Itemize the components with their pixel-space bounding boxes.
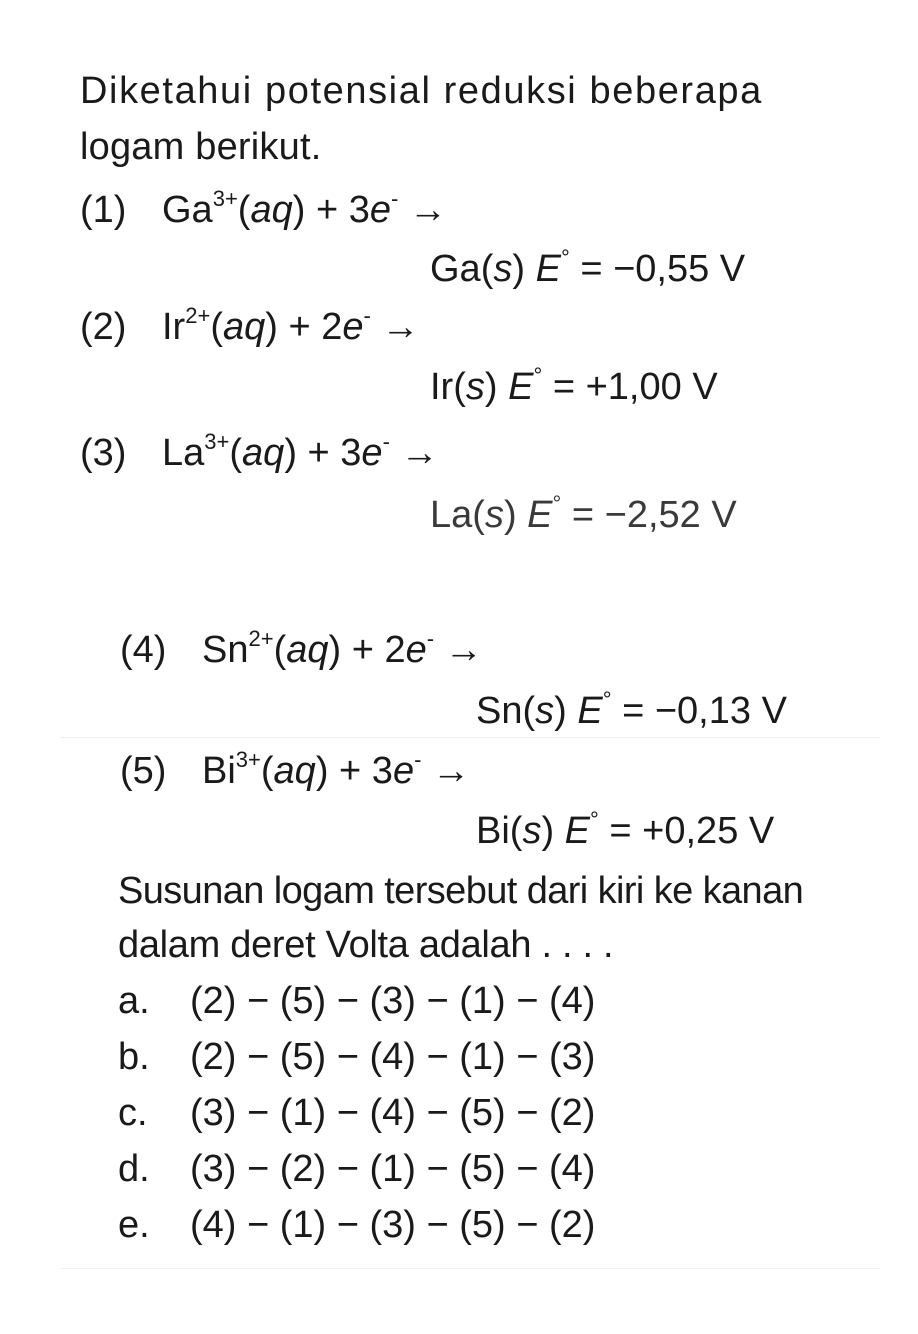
reaction-1-state: s	[493, 248, 513, 290]
reaction-5-product: Bi(s) E° = +0,25 V	[476, 807, 775, 852]
option-e-letter: e.	[118, 1204, 150, 1246]
intro-line-1: Diketahui potensial reduksi beberapa	[80, 70, 763, 112]
reaction-3-equals: =	[571, 494, 595, 536]
question-line-2: dalam deret Volta adalah . . . .	[118, 924, 614, 966]
reaction-2-electron: e	[342, 306, 364, 348]
reaction-5-electron-count: 3	[371, 750, 393, 792]
reaction-2-charge: 2+	[185, 303, 211, 328]
reaction-2-potential-symbol: E	[508, 366, 534, 408]
reaction-5-electron: e	[392, 750, 415, 792]
reaction-4-phase: aq	[286, 629, 329, 671]
reaction-1-standard-mark: °	[560, 245, 570, 270]
option-e[interactable]	[118, 1200, 595, 1250]
reaction-5-standard-mark: °	[590, 807, 599, 832]
reaction-4-electron: e	[405, 629, 427, 671]
reaction-3-value: −2,52	[604, 494, 701, 536]
option-a-letter: a.	[118, 980, 150, 1022]
reaction-1-electron: e	[369, 189, 391, 231]
reaction-1-ion: Ga	[162, 189, 213, 231]
reaction-3-charge: 3+	[204, 429, 230, 454]
reaction-1-product: Ga(s) E° = −0,55 V	[430, 245, 746, 290]
reaction-5-potential-symbol: E	[564, 810, 591, 852]
reaction-2-equals: =	[552, 366, 576, 408]
reaction-5-number: (5)	[120, 750, 167, 792]
option-a-text: (2) − (5) − (3) − (1) − (4)	[190, 980, 596, 1022]
reaction-1-metal: Ga	[430, 248, 481, 290]
reaction-2-value: +1,00	[585, 366, 682, 408]
reaction-2-unit: V	[692, 366, 718, 408]
option-d[interactable]	[118, 1144, 595, 1194]
reaction-4-electron-charge: -	[426, 626, 435, 651]
reaction-5-arrow: →	[431, 750, 470, 792]
reaction-4-equation: (4) $Sn^{2+}(aq) + 2e^-$ →	[120, 625, 483, 675]
reaction-3-potential-symbol: E	[527, 494, 553, 536]
reaction-5-electron-charge: -	[414, 747, 422, 772]
reaction-5-ion: Bi	[202, 750, 236, 792]
reaction-1-electron-charge: -	[390, 186, 399, 211]
option-b-text: (2) − (5) − (4) − (1) − (3)	[190, 1036, 596, 1078]
reaction-2-product: Ir(s) E° = +1,00 V	[430, 363, 718, 408]
reaction-2-phase: aq	[222, 306, 266, 348]
reaction-2-arrow: →	[381, 306, 420, 348]
option-a[interactable]	[118, 976, 595, 1026]
reaction-3-electron-charge: -	[382, 429, 390, 454]
reaction-5-phase: aq	[273, 750, 316, 792]
reaction-2-ion: Ir	[162, 306, 186, 348]
reaction-4-potential-symbol: E	[577, 690, 603, 732]
reaction-3-equation: (3) $La^{3+}(aq) + 3e^-$ →	[80, 428, 438, 478]
reaction-1-number: (1)	[80, 189, 127, 231]
reaction-2-electron-charge: -	[363, 303, 371, 328]
reaction-1-electron-count: 3	[348, 189, 370, 231]
reaction-3-number: (3)	[80, 432, 127, 474]
option-c-letter: c.	[118, 1092, 148, 1134]
reaction-1-potential-symbol: E	[535, 248, 561, 290]
reaction-2-number: (2)	[80, 306, 127, 348]
reaction-4-product: Sn(s) E° = −0,13 V	[476, 687, 787, 732]
reaction-3-phase: aq	[242, 432, 285, 474]
reaction-1-charge: 3+	[212, 186, 238, 211]
question-line-1: Susunan logam tersebut dari kiri ke kanan	[118, 870, 804, 912]
reaction-5-charge: 3+	[235, 747, 261, 772]
reaction-3-electron-count: 3	[340, 432, 362, 474]
reaction-5-state: s	[522, 810, 542, 852]
reaction-4-metal: Sn	[476, 690, 523, 732]
reaction-3-ion: La	[162, 432, 205, 474]
reaction-4-standard-mark: °	[602, 687, 612, 712]
intro-line-2: logam berikut.	[80, 126, 322, 168]
reaction-4-charge: 2+	[248, 626, 274, 651]
reaction-4-state: s	[535, 690, 555, 732]
reaction-3-state: s	[484, 494, 504, 536]
option-d-letter: d.	[118, 1148, 150, 1190]
faint-divider	[60, 737, 880, 738]
reaction-4-electron-count: 2	[384, 629, 406, 671]
reaction-2-standard-mark: °	[533, 363, 543, 388]
reaction-1-equals: =	[580, 248, 603, 290]
reaction-1-unit: V	[719, 248, 746, 290]
reaction-4-arrow: →	[444, 629, 483, 671]
faint-bottom-divider	[60, 1268, 880, 1269]
reaction-2-metal: Ir	[430, 366, 454, 408]
reaction-1-arrow: →	[408, 189, 447, 231]
option-d-text: (3) − (2) − (1) − (5) − (4)	[190, 1148, 596, 1190]
reaction-3-arrow: →	[400, 432, 439, 474]
reaction-3-product: La(s) E° = −2,52 V	[430, 491, 737, 536]
reaction-1-value: −0,55	[613, 248, 710, 290]
reaction-3-unit: V	[711, 494, 737, 536]
reaction-4-value: −0,13	[654, 690, 752, 732]
reaction-4-equals: =	[622, 690, 645, 732]
reaction-2-state: s	[465, 366, 485, 408]
option-b-letter: b.	[118, 1036, 150, 1078]
reaction-5-unit: V	[748, 810, 775, 852]
reaction-5-equation: (5) $Bi^{3+}(aq) + 3e^-$ →	[120, 746, 470, 796]
option-c[interactable]	[118, 1088, 595, 1138]
reaction-5-value: +0,25	[642, 810, 739, 852]
reaction-5-equals: =	[609, 810, 632, 852]
reaction-1-equation: (1) $Ga^{3+}(aq) + 3e^-$ →	[80, 185, 447, 235]
reaction-4-unit: V	[761, 690, 787, 732]
reaction-3-metal: La	[430, 494, 473, 536]
reaction-4-ion: Sn	[202, 629, 249, 671]
option-c-text: (3) − (1) − (4) − (5) − (2)	[190, 1092, 596, 1134]
reaction-3-standard-mark: °	[552, 491, 562, 516]
option-b[interactable]	[118, 1032, 595, 1082]
reaction-1-phase: aq	[250, 189, 293, 231]
reaction-5-metal: Bi	[476, 810, 510, 852]
reaction-2-equation: (2) $Ir^{2+}(aq) + 2e^-$ →	[80, 302, 419, 352]
option-e-text: (4) − (1) − (3) − (5) − (2)	[190, 1204, 596, 1246]
reaction-4-number: (4)	[120, 629, 167, 671]
reaction-3-electron: e	[361, 432, 383, 474]
reaction-2-electron-count: 2	[321, 306, 343, 348]
